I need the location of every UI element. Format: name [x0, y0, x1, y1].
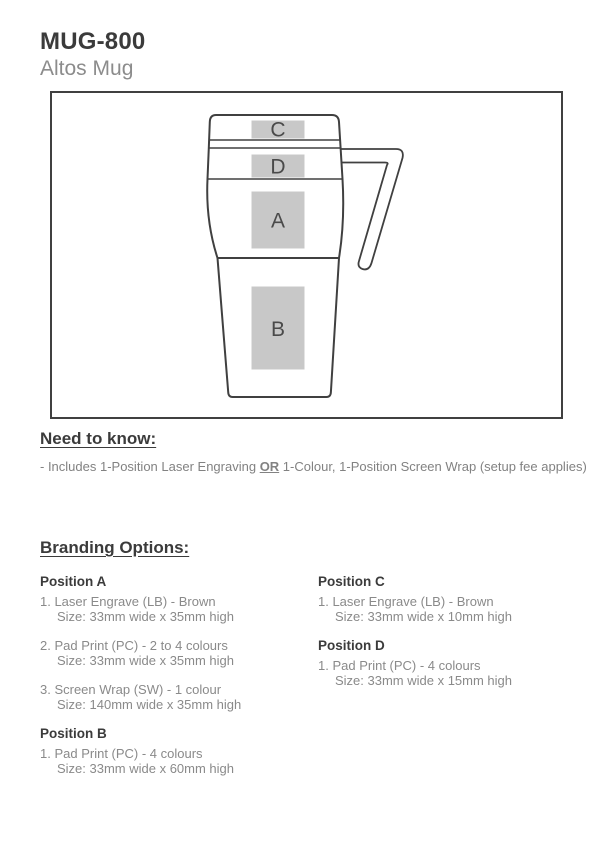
branding-method — [40, 638, 318, 668]
position-c-block — [318, 574, 596, 624]
branding-area-b-label: B — [270, 318, 286, 341]
branding-method — [318, 658, 596, 688]
position-d-block — [318, 638, 596, 688]
need-to-know-section — [40, 429, 600, 474]
method-size: Size: 33mm wide x 35mm high — [57, 609, 235, 624]
method-name: 1. Pad Print (PC) - 4 colours — [40, 746, 203, 761]
branding-column-right — [318, 574, 596, 790]
note-text-suffix: 1-Colour, 1-Position Screen Wrap (setup fee applies) — [279, 459, 587, 474]
method-name: 2. Pad Print (PC) - 2 to 4 colours — [40, 638, 228, 653]
branding-columns — [40, 574, 600, 790]
method-name: 1. Pad Print (PC) - 4 colours — [318, 658, 481, 673]
mug-handle — [340, 149, 403, 269]
position-c-title: Position C — [318, 574, 385, 589]
branding-area-d-label: D — [270, 155, 286, 179]
note-or-emphasis: OR — [259, 459, 280, 474]
need-to-know-note — [40, 459, 600, 474]
method-size: Size: 33mm wide x 35mm high — [57, 653, 235, 668]
need-to-know-heading: Need to know: — [40, 429, 157, 448]
method-name: 1. Laser Engrave (LB) - Brown — [318, 594, 494, 609]
branding-method — [40, 746, 318, 776]
product-code-title: MUG-800 — [40, 28, 146, 55]
note-text-prefix: - Includes 1-Position Laser Engraving — [40, 459, 260, 474]
branding-options-heading: Branding Options: — [40, 538, 190, 557]
branding-method — [40, 682, 318, 712]
method-size: Size: 33mm wide x 15mm high — [335, 673, 513, 688]
method-size: Size: 33mm wide x 60mm high — [57, 761, 235, 776]
method-name: 3. Screen Wrap (SW) - 1 colour — [40, 682, 222, 697]
position-d-title: Position D — [318, 638, 385, 653]
method-size: Size: 33mm wide x 10mm high — [335, 609, 513, 624]
branding-method — [318, 594, 596, 624]
branding-options-section — [40, 538, 600, 790]
position-b-block — [40, 726, 318, 776]
product-name-subtitle: Altos Mug — [40, 57, 134, 80]
branding-area-a-label: A — [270, 209, 286, 233]
position-a-block — [40, 574, 318, 712]
branding-column-left — [40, 574, 318, 790]
method-name: 1. Laser Engrave (LB) - Brown — [40, 594, 216, 609]
position-a-title: Position A — [40, 574, 107, 589]
method-size: Size: 140mm wide x 35mm high — [57, 697, 242, 712]
mug-diagram — [52, 93, 561, 417]
branding-method — [40, 594, 318, 624]
product-diagram-box — [50, 91, 563, 419]
position-b-title: Position B — [40, 726, 107, 741]
branding-area-c-label: C — [270, 118, 286, 142]
